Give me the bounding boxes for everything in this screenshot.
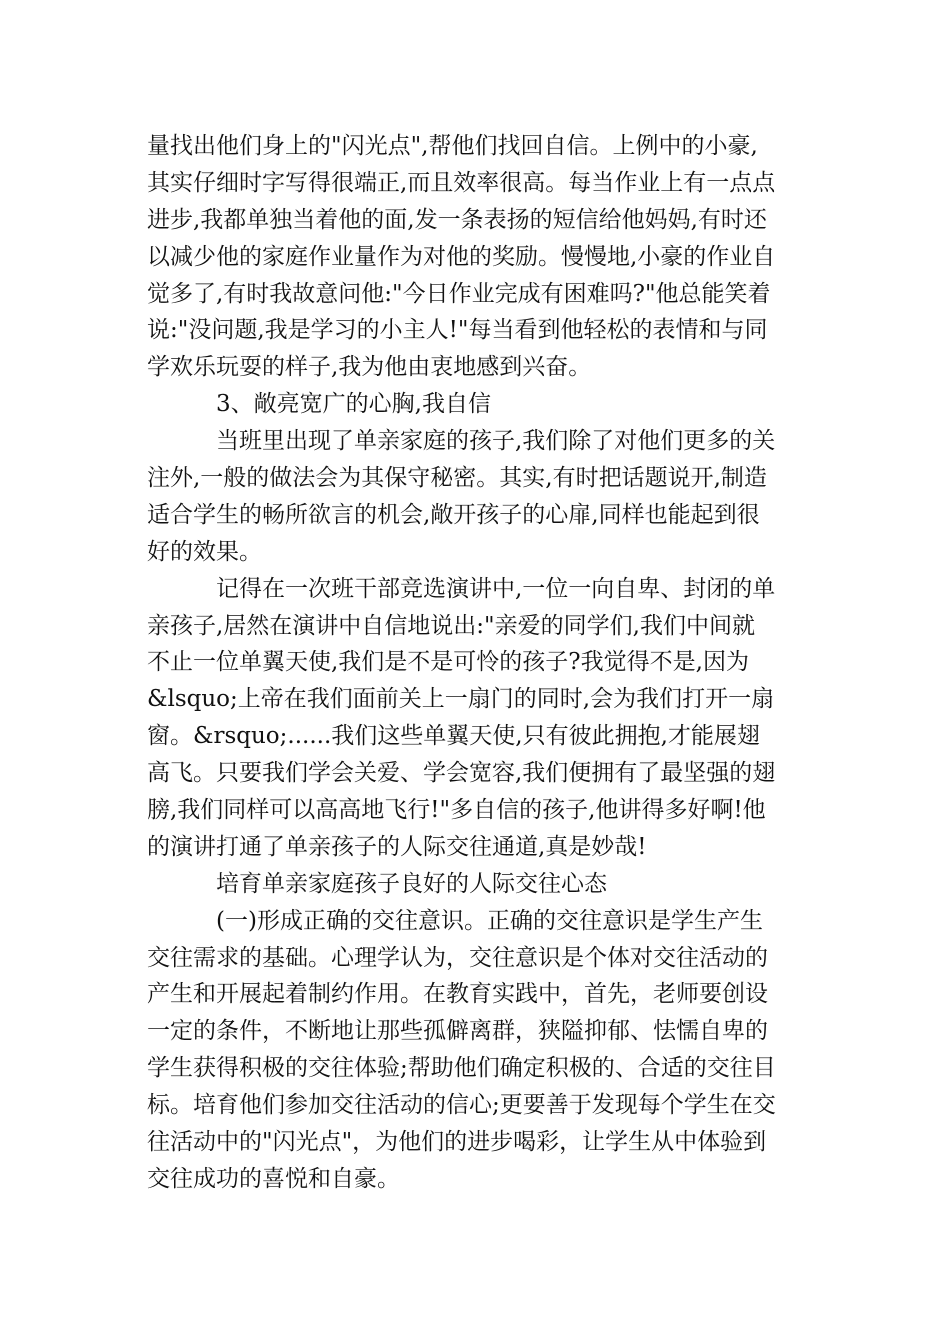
text-line: 学欢乐玩耍的样子,我为他由衷地感到兴奋。 [147, 354, 592, 381]
text-line: 交往成功的喜悦和自豪。 [147, 1165, 400, 1192]
text-line: 好的效果。 [147, 538, 262, 565]
text-line: 量找出他们身上的"闪光点",帮他们找回自信。上例中的小豪, [147, 133, 758, 159]
text-line: 适合学生的畅所欲言的机会,敞开孩子的心扉,同样也能起到很 [147, 501, 760, 528]
text-line: 高飞。只要我们学会关爱、学会宽容,我们便拥有了最坚强的翅 [147, 760, 776, 787]
text-line: 说:"没问题,我是学习的小主人!"每当看到他轻松的表情和与同 [147, 317, 768, 344]
body-text [147, 128, 807, 1198]
text-line: 以减少他的家庭作业量作为对他的奖励。慢慢地,小豪的作业自 [147, 243, 776, 270]
text-line: 注外,一般的做法会为其保守秘密。其实,有时把话题说开,制造 [147, 465, 767, 492]
text-line: (一)形成正确的交往意识。正确的交往意识是学生产生 [216, 907, 763, 934]
text-line: 的演讲打通了单亲孩子的人际交往通道,真是妙哉! [147, 833, 647, 860]
text-line: 进步,我都单独当着他的面,发一条表扬的短信给他妈妈,有时还 [147, 206, 767, 233]
text-line: 其实仔细时字写得很端正,而且效率很高。每当作业上有一点点 [147, 169, 776, 196]
text-line: 产生和开展起着制约作用。在教育实践中，首先，老师要创设 [147, 981, 768, 1008]
text-line: 培育单亲家庭孩子良好的人际交往心态 [216, 870, 607, 897]
text-line: 膀,我们同样可以高高地飞行!"多自信的孩子,他讲得多好啊!他 [147, 797, 766, 824]
text-line: 往活动中的"闪光点"，为他们的进步喝彩，让学生从中体验到 [147, 1129, 767, 1156]
text-line: 一定的条件，不断地让那些孤僻离群，狭隘抑郁、怯懦自卑的 [147, 1018, 768, 1045]
text-line: 3、敞亮宽广的心胸,我自信 [216, 391, 491, 418]
text-line: 学生获得积极的交往体验;帮助他们确定积极的、合适的交往目 [147, 1055, 776, 1082]
text-line: 窗。&rsquo;......我们这些单翼天使,只有彼此拥抱,才能展翅 [147, 723, 760, 750]
text-line: 不止一位单翼天使,我们是不是可怜的孩子?我觉得不是,因为 [147, 649, 749, 676]
text-line: 交往需求的基础。心理学认为，交往意识是个体对交往活动的 [147, 944, 768, 971]
text-line: 当班里出现了单亲家庭的孩子,我们除了对他们更多的关 [216, 428, 776, 455]
text-line: 觉多了,有时我故意问他:"今日作业完成有困难吗?"他总能笑着 [147, 280, 771, 307]
text-line: &lsquo;上帝在我们面前关上一扇门的同时,会为我们打开一扇 [147, 686, 775, 713]
text-line: 记得在一次班干部竞选演讲中,一位一向自卑、封闭的单 [216, 575, 776, 602]
text-line: 标。培育他们参加交往活动的信心;更要善于发现每个学生在交 [147, 1092, 776, 1119]
text-line: 亲孩子,居然在演讲中自信地说出:"亲爱的同学们,我们中间就 [147, 612, 755, 639]
